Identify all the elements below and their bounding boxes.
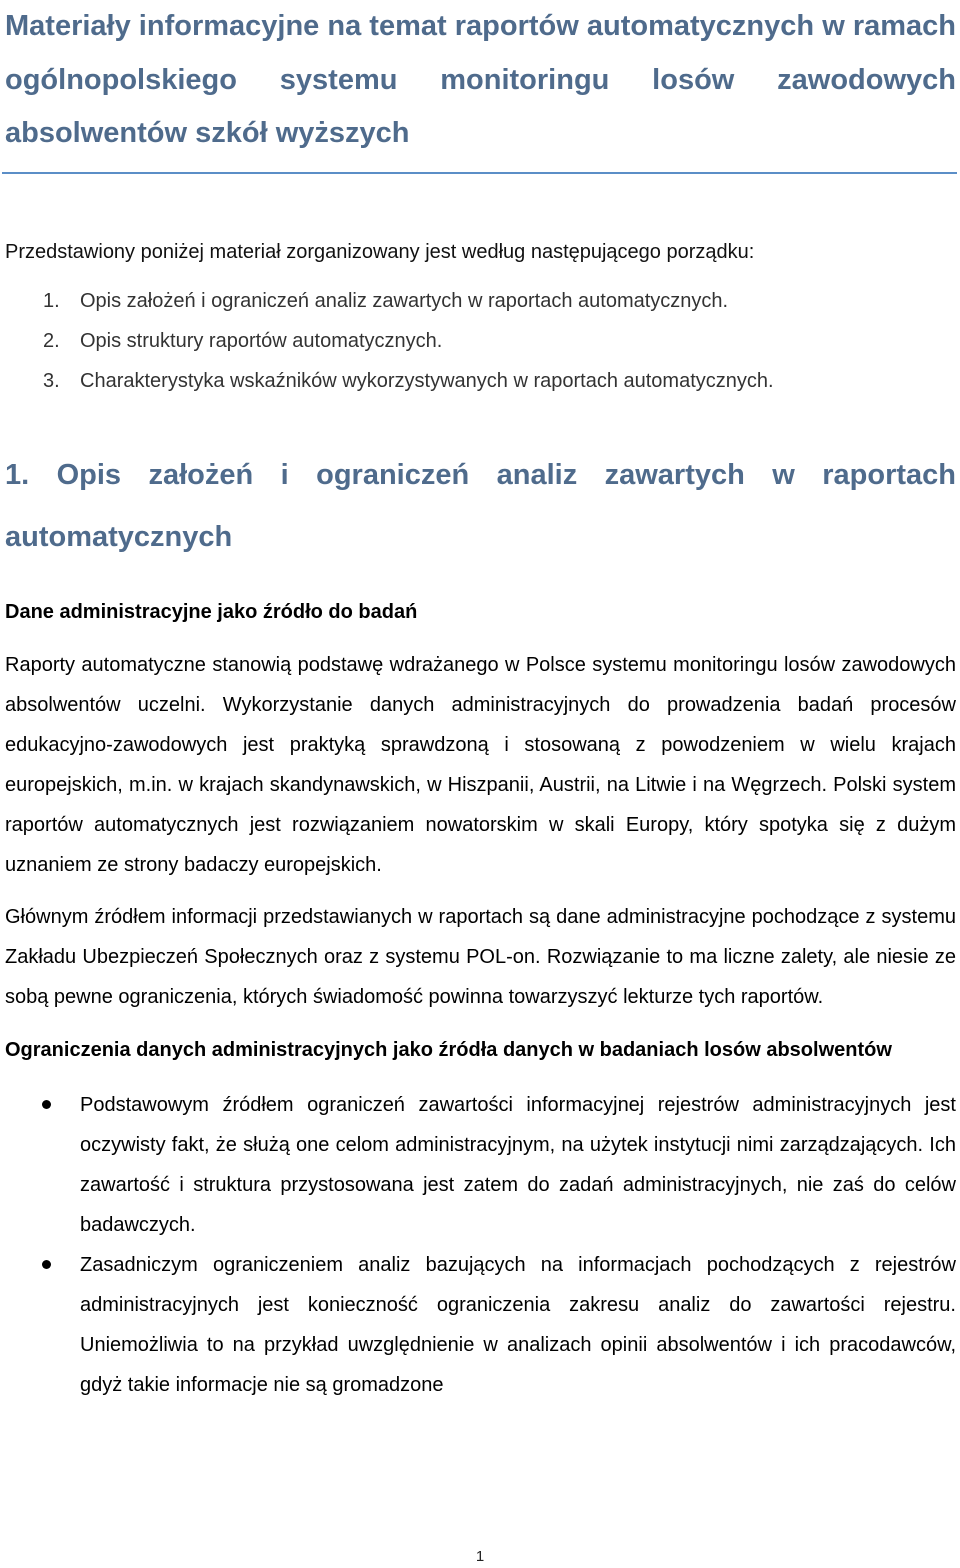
page-number: 1	[475, 1548, 485, 1565]
toc-item	[43, 361, 956, 401]
document-title: Materiały informacyjne na temat raportów automatycznych w ramach ogólnopolskiego systemu monitoringu losów zawodowych absolwentów szkół wyższych	[5, 10, 956, 149]
toc-item-number: 3.	[43, 369, 60, 392]
body-paragraph: Raporty automatyczne stanowią podstawę wdrażanego w Polsce systemu monitoringu losów zawodowych absolwentów uczelni. Wykorzystanie danych administracyjnych do prowadzenia badań procesów edukacyjno-zawodowych jest praktyką sprawdzoną i stosowaną z powodzeniem w wielu krajach europejskich, m.in. w krajach skandynawskich, w Hiszpanii, Austrii, na Litwie i na Węgrzech. Polski system raportów automatycznych jest rozwiązaniem nowatorskim w skali Europy, który spotyka się z dużym uznaniem ze strony badaczy europejskich.	[5, 653, 956, 876]
bullet-item	[5, 1245, 956, 1405]
toc-item-number: 1.	[43, 289, 60, 312]
title-divider	[2, 172, 957, 174]
subheading: Ograniczenia danych administracyjnych jako źródła danych w badaniach losów absolwentów	[5, 1038, 892, 1061]
bullet-text: Zasadniczym ograniczeniem analiz bazujących na informacjach pochodzących z rejestrów administracyjnych jest konieczność ograniczenia zakresu analiz do zawartości rejestru. Uniemożliwia to na przykład uwzględnienie w analizach opinii absolwentów i ich pracodawców, gdyż takie informacje nie są gromadzone	[80, 1253, 956, 1396]
toc-item-number: 2.	[43, 329, 60, 352]
section-heading: 1. Opis założeń i ograniczeń analiz zawartych w raportach automatycznych	[5, 458, 956, 553]
toc-item-text: Charakterystyka wskaźników wykorzystywanych w raportach automatycznych.	[80, 369, 774, 392]
subheading: Dane administracyjne jako źródło do badań	[5, 600, 418, 623]
bullet-item	[5, 1085, 956, 1245]
bullet-icon	[42, 1100, 51, 1109]
toc-item-text: Opis założeń i ograniczeń analiz zawartych w raportach automatycznych.	[80, 289, 729, 312]
bullet-text: Podstawowym źródłem ograniczeń zawartości informacyjnej rejestrów administracyjnych jest oczywisty fakt, że służą one celom administracyjnym, na użytek instytucji nimi zarządzających. Ich zawartość i struktura przystosowana jest zatem do zadań administracyjnych, nie zaś do celów badawczych.	[80, 1093, 956, 1236]
toc-item	[43, 321, 956, 361]
bullet-icon	[42, 1260, 51, 1269]
toc-item-text: Opis struktury raportów automatycznych.	[80, 329, 443, 352]
body-paragraph: Głównym źródłem informacji przedstawianych w raportach są dane administracyjne pochodzące z systemu Zakładu Ubezpieczeń Społecznych oraz z systemu POL-on. Rozwiązanie to ma liczne zalety, ale niesie ze sobą pewne ograniczenia, których świadomość powinna towarzyszyć lekturze tych raportów.	[5, 905, 956, 1008]
document-page	[5, 0, 956, 1405]
toc-item	[43, 281, 956, 321]
bullet-list	[5, 1085, 956, 1405]
intro-text: Przedstawiony poniżej materiał zorganizowany jest według następującego porządku:	[5, 240, 755, 263]
table-of-contents	[5, 281, 956, 401]
